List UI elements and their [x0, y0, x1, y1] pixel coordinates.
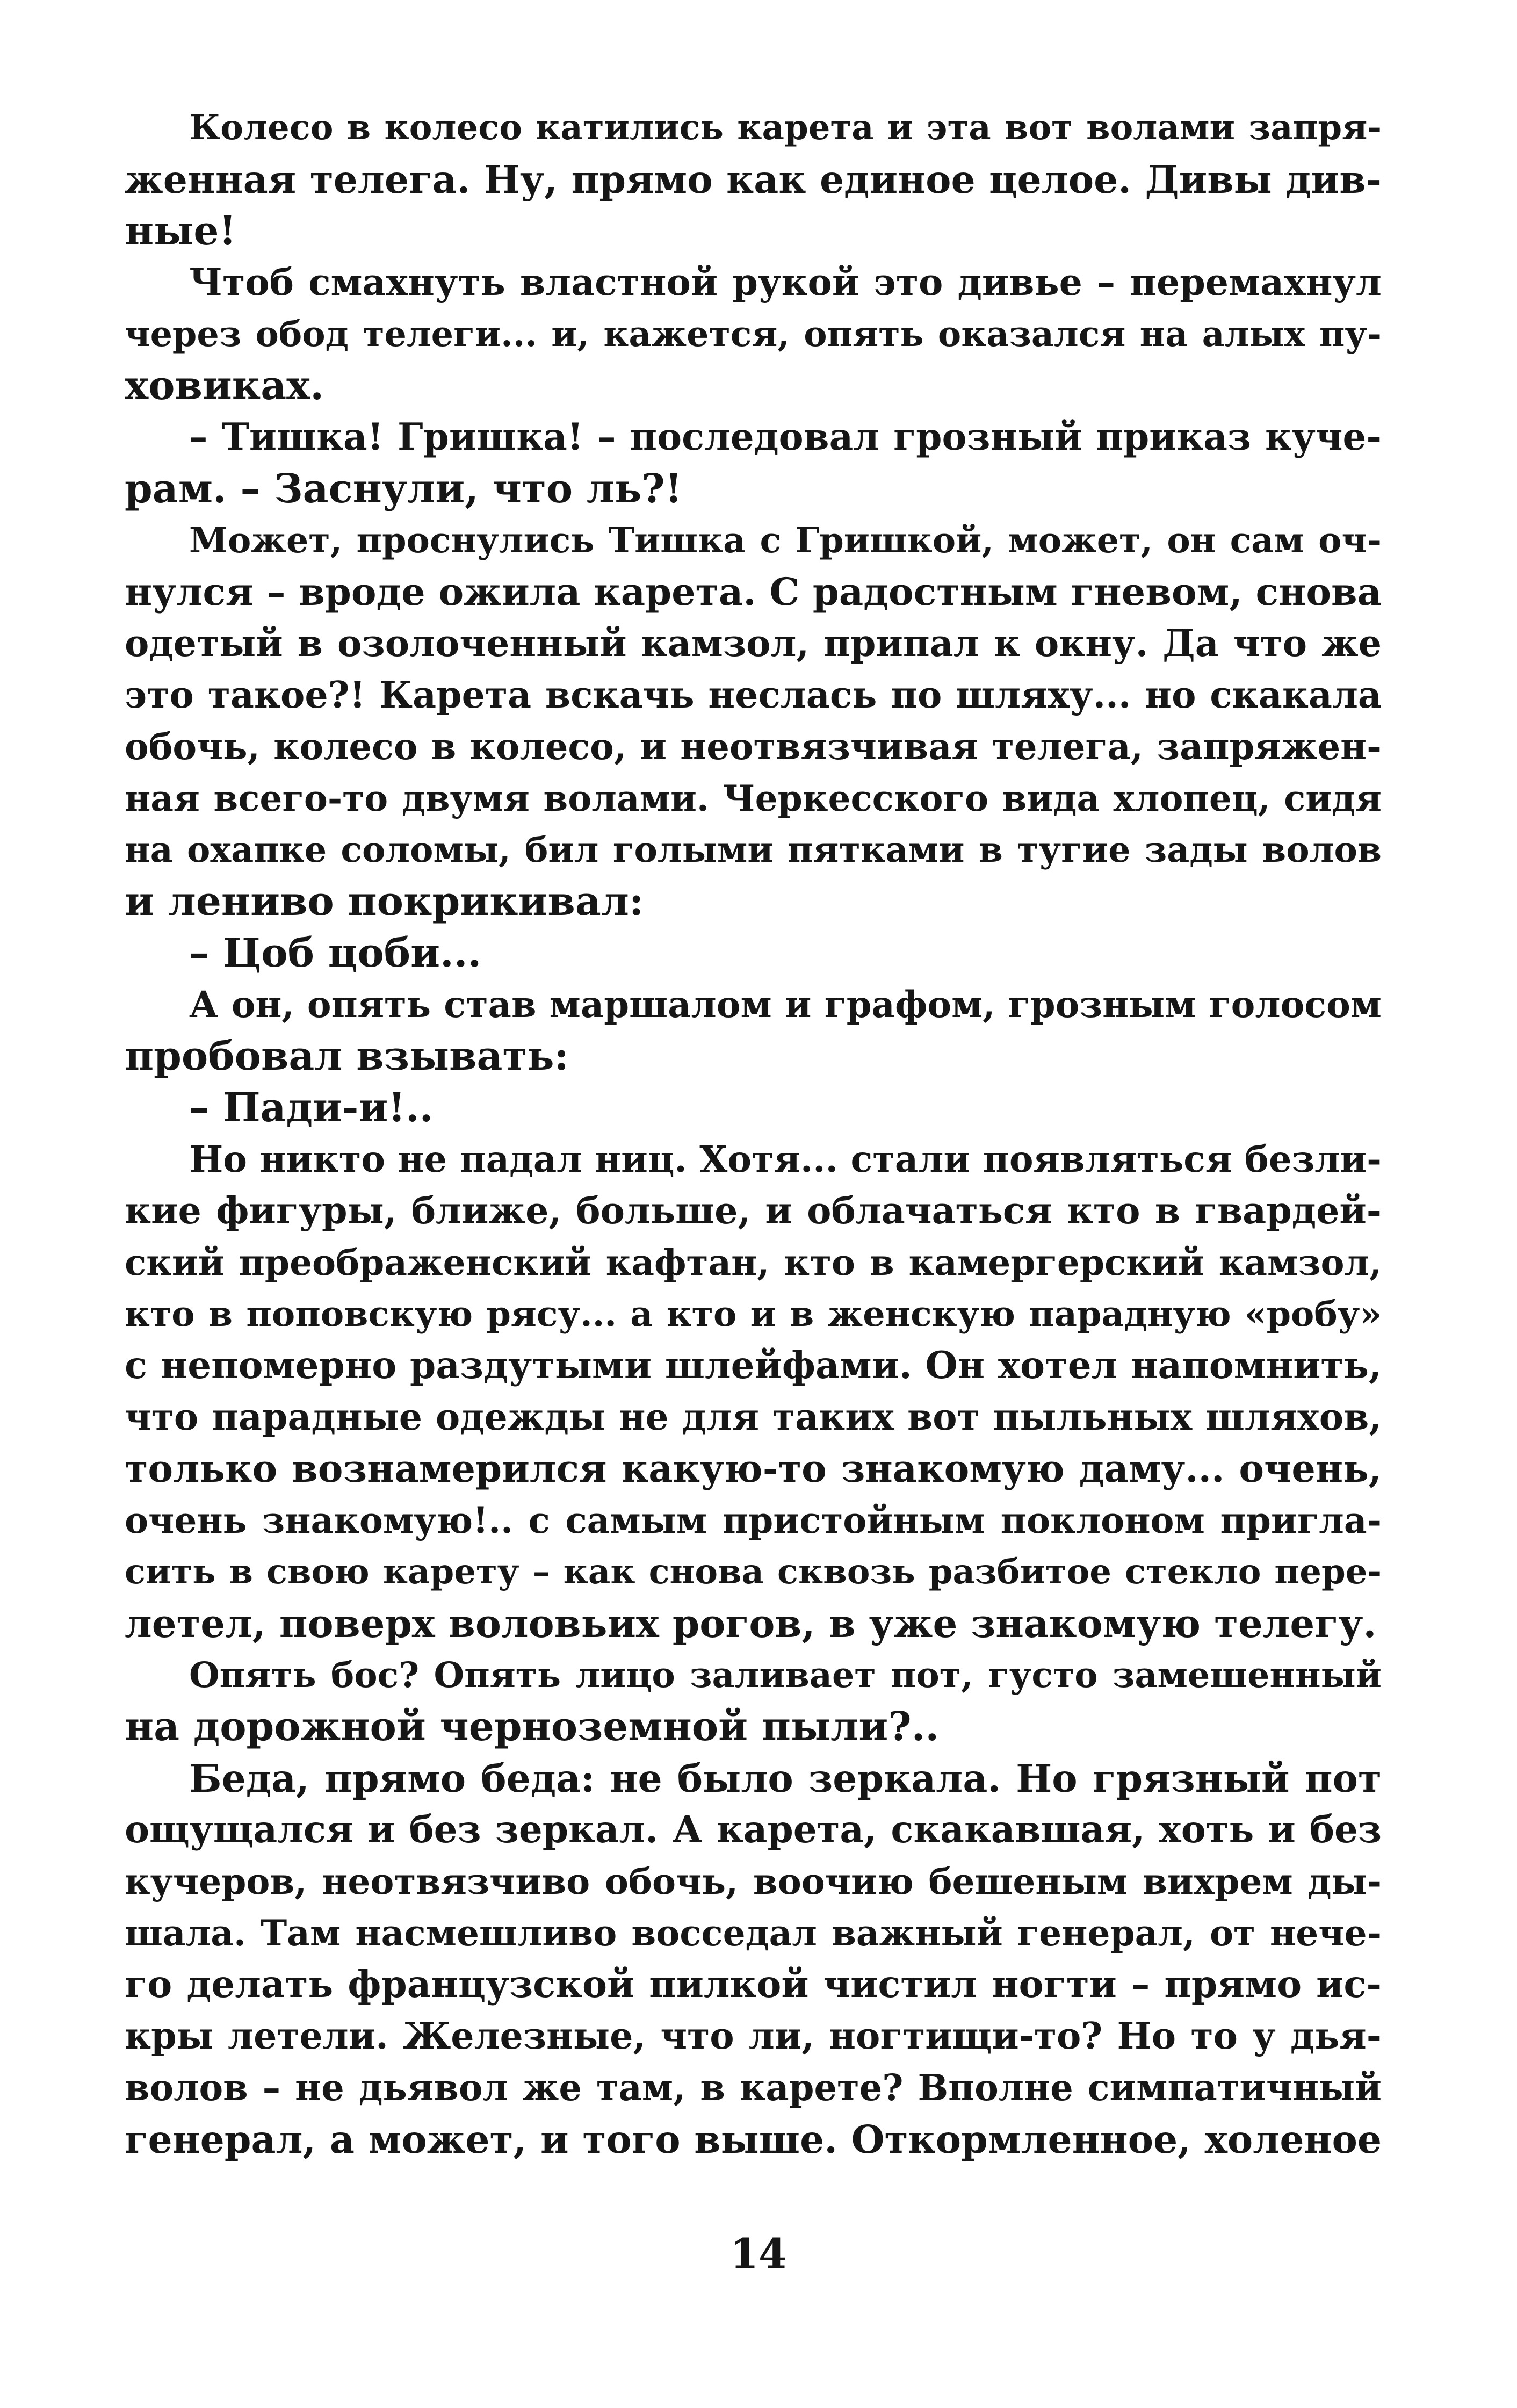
text-line: и лениво покрикивал:: [125, 878, 644, 925]
text-line: женная телега. Ну, прямо как единое целое. Дивы див-: [125, 157, 1382, 202]
text-line: Колесо в колесо катились карета и эта вот волами запря-: [189, 107, 1382, 148]
text-line: одетый в озолоченный камзол, припал к окну. Да что же: [125, 622, 1382, 665]
text-line: только вознамерился какую-то знакомую даму... очень,: [125, 1446, 1382, 1491]
text-line: пробовал взывать:: [125, 1033, 569, 1079]
text-line: го делать французской пилкой чистил ногти – прямо ис-: [125, 1963, 1382, 2006]
body-text: [125, 102, 1382, 2165]
text-line: обочь, колесо в колесо, и неотвязчивая телега, запряжен-: [125, 725, 1382, 768]
text-line: – Пади-и!..: [189, 1085, 434, 1131]
text-line: это такое?! Карета вскачь неслась по шляху... но скакала: [125, 674, 1382, 717]
text-line: – Тишка! Гришка! – последовал грозный приказ куче-: [189, 415, 1382, 459]
text-line: Опять бос? Опять лицо заливает пот, густо замешенный: [189, 1655, 1382, 1696]
text-line: через обод телеги... и, кажется, опять оказался на алых пу-: [125, 314, 1382, 355]
text-line: на дорожной черноземной пыли?..: [125, 1704, 940, 1750]
text-line: Может, проснулись Тишка с Гришкой, может, он сам оч-: [189, 520, 1382, 561]
text-line: очень знакомую!.. с самым пристойным поклоном пригла-: [125, 1499, 1382, 1541]
text-line: шала. Там насмешливо восседал важный генерал, от нече-: [125, 1912, 1382, 1954]
text-line: что парадные одежды не для таких вот пыльных шляхов,: [125, 1396, 1382, 1439]
text-line: кие фигуры, ближе, больше, и облачаться кто в гвардей-: [125, 1189, 1382, 1232]
text-line: Чтоб смахнуть властной рукой это дивье – перемахнул: [189, 261, 1382, 304]
text-line: кучеров, неотвязчиво обочь, воочию бешеным вихрем ды-: [125, 1861, 1382, 1902]
text-line: с непомерно раздутыми шлейфами. Он хотел напомнить,: [125, 1344, 1382, 1387]
text-line: А он, опять став маршалом и графом, грозным голосом: [189, 983, 1382, 1026]
page-number: 14: [730, 2230, 787, 2277]
text-line: ные!: [125, 208, 236, 254]
text-line: на охапке соломы, бил голыми пятками в тугие зады волов: [125, 830, 1382, 870]
text-line: волов – не дьявол же там, в карете? Вполне симпатичный: [125, 2066, 1382, 2109]
text-line: сить в свою карету – как снова сквозь разбитое стекло пере-: [125, 1552, 1382, 1592]
text-line: нулся – вроде ожила карета. С радостным гневом, снова: [125, 569, 1382, 614]
text-line: Беда, прямо беда: не было зеркала. Но грязный пот: [189, 1756, 1382, 1801]
text-line: ощущался и без зеркал. А карета, скакавшая, хоть и без: [125, 1808, 1382, 1851]
text-line: ховиках.: [125, 363, 324, 409]
text-line: ский преображенский кафтан, кто в камергерский камзол,: [125, 1242, 1382, 1284]
text-line: ная всего-то двумя волами. Черкесского вида хлопец, сидя: [125, 777, 1382, 819]
text-line: летел, поверх воловьих рогов, в уже знакомую телегу.: [125, 1600, 1377, 1646]
text-line: Но никто не падал ниц. Хотя... стали появляться безли-: [189, 1138, 1382, 1180]
text-line: – Цоб цоби...: [189, 930, 482, 976]
text-line: кто в поповскую рясу... а кто и в женскую парадную «робу»: [125, 1294, 1382, 1335]
text-line: генерал, а может, и того выше. Откормленное, холеное: [125, 2117, 1382, 2162]
text-line: кры летели. Железные, что ли, ногтищи-то? Но то у дья-: [125, 2015, 1382, 2058]
text-line: рам. – Заснули, что ль?!: [125, 466, 683, 512]
